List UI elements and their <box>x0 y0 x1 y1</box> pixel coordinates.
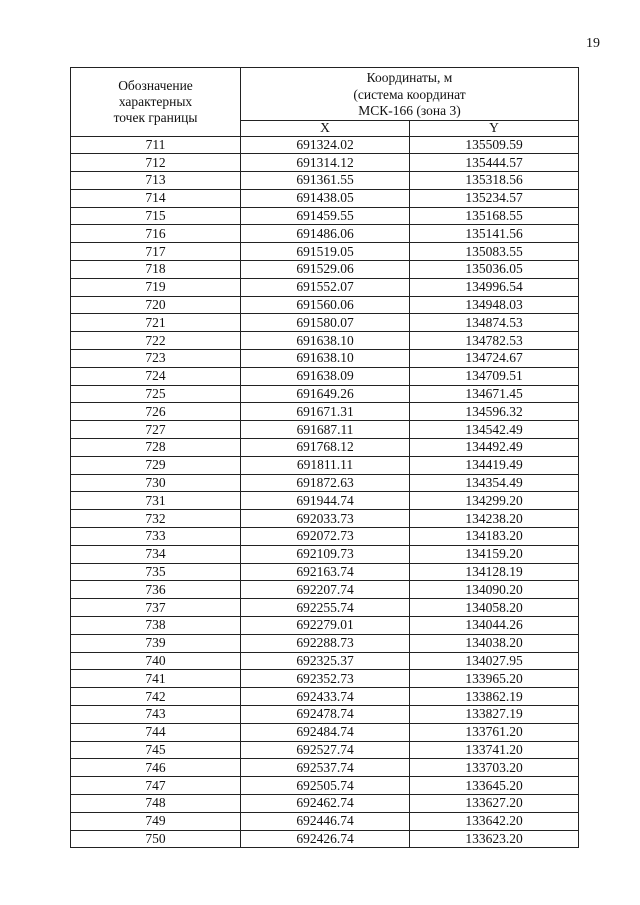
table-row <box>71 617 579 635</box>
y-coordinate-cell: 134044.26 <box>410 617 579 635</box>
point-number-cell: 743 <box>71 706 241 724</box>
point-number-cell: 733 <box>71 528 241 546</box>
x-coordinate-cell: 692478.74 <box>241 706 410 724</box>
coordinates-table <box>70 67 579 848</box>
table-row <box>71 367 579 385</box>
point-number-cell: 742 <box>71 688 241 706</box>
point-number-cell: 737 <box>71 599 241 617</box>
x-coordinate-cell: 691560.06 <box>241 296 410 314</box>
y-coordinate-cell: 134354.49 <box>410 474 579 492</box>
point-number-cell: 747 <box>71 777 241 795</box>
y-coordinate-cell: 133642.20 <box>410 812 579 830</box>
x-coordinate-cell: 691687.11 <box>241 421 410 439</box>
table-row <box>71 421 579 439</box>
x-coordinate-cell: 692462.74 <box>241 794 410 812</box>
y-coordinate-cell: 134027.95 <box>410 652 579 670</box>
point-number-cell: 711 <box>71 136 241 154</box>
y-coordinate-cell: 134038.20 <box>410 634 579 652</box>
table-row <box>71 670 579 688</box>
point-number-cell: 728 <box>71 439 241 457</box>
x-coordinate-cell: 692163.74 <box>241 563 410 581</box>
point-number-cell: 719 <box>71 278 241 296</box>
x-coordinate-cell: 692033.73 <box>241 510 410 528</box>
table-row <box>71 741 579 759</box>
y-coordinate-cell: 134671.45 <box>410 385 579 403</box>
x-coordinate-cell: 691459.55 <box>241 207 410 225</box>
table-row <box>71 296 579 314</box>
y-coordinate-cell: 134159.20 <box>410 545 579 563</box>
y-coordinate-cell: 135083.55 <box>410 243 579 261</box>
point-number-cell: 746 <box>71 759 241 777</box>
x-coordinate-cell: 692484.74 <box>241 723 410 741</box>
point-number-cell: 722 <box>71 332 241 350</box>
y-coordinate-cell: 135444.57 <box>410 154 579 172</box>
table-row <box>71 599 579 617</box>
table-row <box>71 545 579 563</box>
x-coordinate-cell: 692433.74 <box>241 688 410 706</box>
x-coordinate-cell: 691361.55 <box>241 172 410 190</box>
x-coordinate-cell: 691580.07 <box>241 314 410 332</box>
x-coordinate-cell: 692255.74 <box>241 599 410 617</box>
table-row <box>71 581 579 599</box>
point-number-cell: 744 <box>71 723 241 741</box>
table-row <box>71 706 579 724</box>
y-coordinate-cell: 134238.20 <box>410 510 579 528</box>
x-coordinate-cell: 691811.11 <box>241 456 410 474</box>
point-number-cell: 724 <box>71 367 241 385</box>
table-row <box>71 261 579 279</box>
y-coordinate-cell: 134782.53 <box>410 332 579 350</box>
y-coordinate-cell: 134948.03 <box>410 296 579 314</box>
header-designation-line: Обозначение <box>118 77 193 93</box>
x-coordinate-cell: 691872.63 <box>241 474 410 492</box>
x-coordinate-cell: 691944.74 <box>241 492 410 510</box>
y-coordinate-cell: 135036.05 <box>410 261 579 279</box>
header-designation-line: точек границы <box>113 109 198 125</box>
x-coordinate-cell: 692537.74 <box>241 759 410 777</box>
y-coordinate-cell: 134492.49 <box>410 439 579 457</box>
x-coordinate-cell: 692505.74 <box>241 777 410 795</box>
x-coordinate-cell: 691552.07 <box>241 278 410 296</box>
point-number-cell: 716 <box>71 225 241 243</box>
table-row <box>71 350 579 368</box>
header-x: X <box>241 120 410 136</box>
y-coordinate-cell: 133703.20 <box>410 759 579 777</box>
y-coordinate-cell: 133741.20 <box>410 741 579 759</box>
point-number-cell: 715 <box>71 207 241 225</box>
point-number-cell: 741 <box>71 670 241 688</box>
table-row <box>71 634 579 652</box>
point-number-cell: 720 <box>71 296 241 314</box>
y-coordinate-cell: 133761.20 <box>410 723 579 741</box>
point-number-cell: 729 <box>71 456 241 474</box>
table-row <box>71 456 579 474</box>
table-row <box>71 830 579 848</box>
y-coordinate-cell: 133627.20 <box>410 794 579 812</box>
y-coordinate-cell: 134542.49 <box>410 421 579 439</box>
header-y: Y <box>410 120 579 136</box>
table-row <box>71 136 579 154</box>
point-number-cell: 723 <box>71 350 241 368</box>
x-coordinate-cell: 692446.74 <box>241 812 410 830</box>
point-number-cell: 732 <box>71 510 241 528</box>
x-coordinate-cell: 691529.06 <box>241 261 410 279</box>
x-coordinate-cell: 692072.73 <box>241 528 410 546</box>
table-row <box>71 172 579 190</box>
x-coordinate-cell: 692109.73 <box>241 545 410 563</box>
point-number-cell: 717 <box>71 243 241 261</box>
y-coordinate-cell: 133965.20 <box>410 670 579 688</box>
page-number: 19 <box>586 36 600 51</box>
table-row <box>71 510 579 528</box>
y-coordinate-cell: 134128.19 <box>410 563 579 581</box>
x-coordinate-cell: 691768.12 <box>241 439 410 457</box>
x-coordinate-cell: 692527.74 <box>241 741 410 759</box>
point-number-cell: 712 <box>71 154 241 172</box>
table-row <box>71 332 579 350</box>
point-number-cell: 750 <box>71 830 241 848</box>
table-row <box>71 652 579 670</box>
table-row <box>71 794 579 812</box>
point-number-cell: 727 <box>71 421 241 439</box>
point-number-cell: 739 <box>71 634 241 652</box>
table-row <box>71 474 579 492</box>
table-row <box>71 759 579 777</box>
point-number-cell: 740 <box>71 652 241 670</box>
table-row <box>71 314 579 332</box>
table-row <box>71 777 579 795</box>
point-number-cell: 721 <box>71 314 241 332</box>
table-row <box>71 243 579 261</box>
x-coordinate-cell: 691649.26 <box>241 385 410 403</box>
header-coords-line: МСК-166 (зона 3) <box>358 103 461 118</box>
table-row <box>71 812 579 830</box>
point-number-cell: 731 <box>71 492 241 510</box>
x-coordinate-cell: 691671.31 <box>241 403 410 421</box>
table-row <box>71 189 579 207</box>
point-number-cell: 713 <box>71 172 241 190</box>
point-number-cell: 749 <box>71 812 241 830</box>
header-point-designation <box>71 68 241 137</box>
table-row <box>71 528 579 546</box>
point-number-cell: 725 <box>71 385 241 403</box>
header-coords-line: Координаты, м <box>366 70 453 85</box>
y-coordinate-cell: 134596.32 <box>410 403 579 421</box>
point-number-cell: 734 <box>71 545 241 563</box>
y-coordinate-cell: 135234.57 <box>410 189 579 207</box>
y-coordinate-cell: 134874.53 <box>410 314 579 332</box>
table-row <box>71 723 579 741</box>
x-coordinate-cell: 691519.05 <box>241 243 410 261</box>
point-number-cell: 726 <box>71 403 241 421</box>
table-row <box>71 403 579 421</box>
x-coordinate-cell: 691486.06 <box>241 225 410 243</box>
table-body <box>71 136 579 848</box>
point-number-cell: 736 <box>71 581 241 599</box>
table-row <box>71 225 579 243</box>
point-number-cell: 718 <box>71 261 241 279</box>
table-row <box>71 563 579 581</box>
y-coordinate-cell: 134058.20 <box>410 599 579 617</box>
table-row <box>71 688 579 706</box>
y-coordinate-cell: 133827.19 <box>410 706 579 724</box>
y-coordinate-cell: 135318.56 <box>410 172 579 190</box>
x-coordinate-cell: 692288.73 <box>241 634 410 652</box>
y-coordinate-cell: 133645.20 <box>410 777 579 795</box>
point-number-cell: 745 <box>71 741 241 759</box>
y-coordinate-cell: 134996.54 <box>410 278 579 296</box>
x-coordinate-cell: 691438.05 <box>241 189 410 207</box>
point-number-cell: 738 <box>71 617 241 635</box>
y-coordinate-cell: 135141.56 <box>410 225 579 243</box>
x-coordinate-cell: 691314.12 <box>241 154 410 172</box>
table-row <box>71 385 579 403</box>
point-number-cell: 714 <box>71 189 241 207</box>
header-coordinates-group <box>241 68 579 121</box>
header-designation-line: характерных <box>118 93 193 109</box>
x-coordinate-cell: 691638.10 <box>241 350 410 368</box>
point-number-cell: 748 <box>71 794 241 812</box>
table-row <box>71 439 579 457</box>
y-coordinate-cell: 134419.49 <box>410 456 579 474</box>
table-row <box>71 207 579 225</box>
y-coordinate-cell: 133862.19 <box>410 688 579 706</box>
y-coordinate-cell: 133623.20 <box>410 830 579 848</box>
x-coordinate-cell: 692352.73 <box>241 670 410 688</box>
y-coordinate-cell: 134090.20 <box>410 581 579 599</box>
point-number-cell: 730 <box>71 474 241 492</box>
x-coordinate-cell: 691638.10 <box>241 332 410 350</box>
y-coordinate-cell: 135168.55 <box>410 207 579 225</box>
y-coordinate-cell: 134183.20 <box>410 528 579 546</box>
table-row <box>71 278 579 296</box>
table-row <box>71 154 579 172</box>
point-number-cell: 735 <box>71 563 241 581</box>
x-coordinate-cell: 691324.02 <box>241 136 410 154</box>
y-coordinate-cell: 134724.67 <box>410 350 579 368</box>
table-row <box>71 492 579 510</box>
x-coordinate-cell: 692426.74 <box>241 830 410 848</box>
x-coordinate-cell: 692325.37 <box>241 652 410 670</box>
y-coordinate-cell: 134709.51 <box>410 367 579 385</box>
y-coordinate-cell: 134299.20 <box>410 492 579 510</box>
header-coords-line: (система координат <box>353 86 466 102</box>
x-coordinate-cell: 692207.74 <box>241 581 410 599</box>
x-coordinate-cell: 692279.01 <box>241 617 410 635</box>
table-header <box>71 68 579 137</box>
y-coordinate-cell: 135509.59 <box>410 136 579 154</box>
x-coordinate-cell: 691638.09 <box>241 367 410 385</box>
